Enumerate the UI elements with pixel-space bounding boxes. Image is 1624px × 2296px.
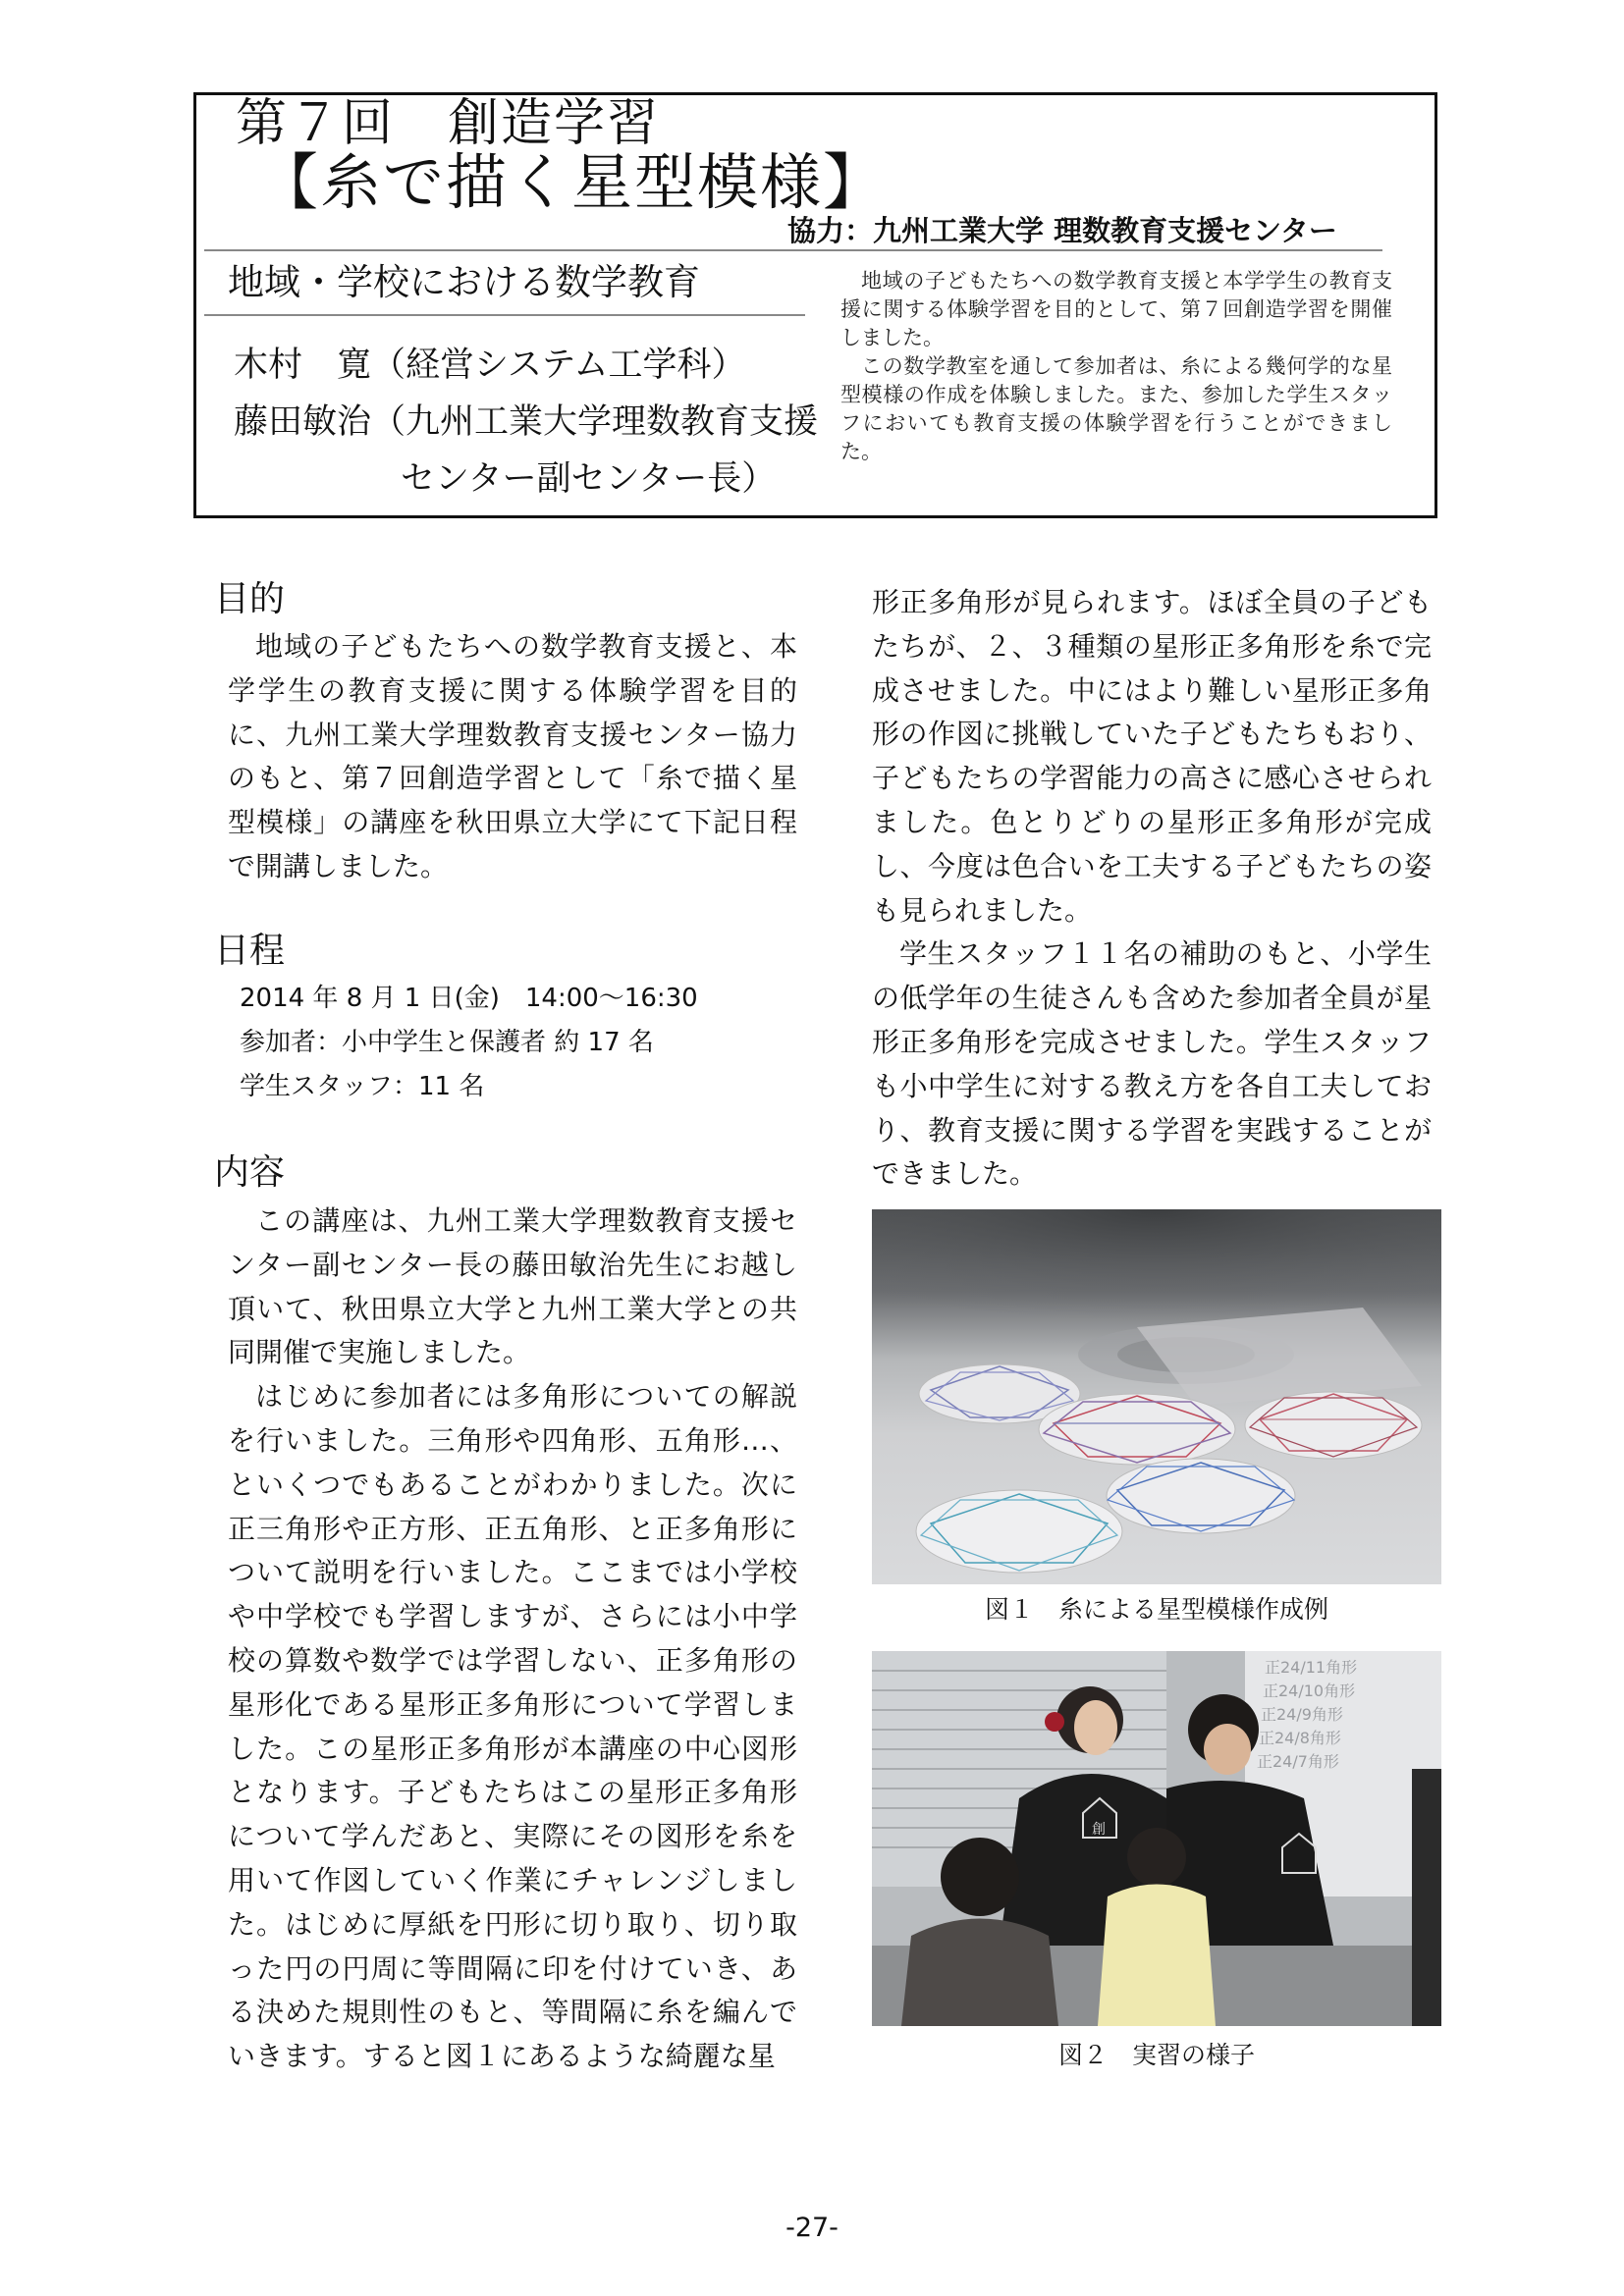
schedule-participants: 参加者：小中学生と保護者 約 17 名: [240, 1027, 654, 1057]
board-label: 正24/7角形: [1257, 1752, 1339, 1771]
summary-paragraph: 地域の子どもたちへの数学教育支援と本学学生の教育支援に関する体験学習を目的として、第７回創造学習を開催しました。: [840, 269, 1392, 349]
board-label: 正24/10角形: [1263, 1682, 1356, 1700]
heading-schedule: 日程: [214, 931, 286, 971]
string-art-disc: [1039, 1394, 1235, 1465]
board-label: 正24/11角形: [1265, 1658, 1358, 1677]
figure-1-caption: 図１ 糸による星型模様作成例: [984, 1595, 1328, 1624]
figure-1-photo: [872, 1209, 1441, 1584]
content-body-continued: [872, 581, 1432, 1197]
topic-label: 地域・学校における数学教育: [228, 261, 700, 303]
heading-content: 内容: [214, 1152, 286, 1193]
page-number: -27-: [785, 2213, 839, 2243]
content-body: [228, 1200, 797, 2079]
board-label: 正24/8角形: [1259, 1729, 1341, 1747]
author-1: 木村 寛（経営システム工学科）: [234, 346, 746, 385]
content-paragraph: この講座は、九州工業大学理数教育支援センター副センター長の藤田敏治先生にお越し頂いて、秋田県立大学と九州工業大学との共同開催で実施しました。: [228, 1204, 797, 1369]
schedule-staff: 学生スタッフ：11 名: [240, 1071, 485, 1101]
schedule-list: [240, 977, 698, 1108]
article-title: 【糸で描く星型模様】: [257, 146, 887, 218]
purpose-paragraph: 地域の子どもたちへの数学教育支援と、本学学生の教育支援に関する体験学習を目的に、九州工業大学理数教育支援センター協力のもと、第７回創造学習として「糸で描く星型模様」の講座を秋田県立大学にて下記日程で開講しました。: [228, 630, 797, 882]
summary: [840, 267, 1392, 466]
string-art-disc: [1107, 1459, 1295, 1533]
author-2-continued: センター副センター長）: [401, 459, 777, 499]
figure-2-photo: [872, 1651, 1441, 2026]
summary-paragraph: この数学教室を通して参加者は、糸による幾何学的な星型模様の作成を体験しました。また、参加した学生スタッフにおいても教育支援の体験学習を行うことができました。: [840, 354, 1392, 463]
workshop-photo: [872, 1651, 1441, 2026]
topic-divider: [204, 314, 805, 316]
cooperation-credit: 協力：九州工業大学 理数教育支援センター: [787, 214, 1337, 247]
string-art-disc: [1245, 1392, 1422, 1459]
figure-2-caption: 図２ 実習の様子: [1057, 2041, 1255, 2069]
string-art-photo: [872, 1209, 1441, 1584]
content-paragraph: 形正多角形が見られます。ほぼ全員の子どもたちが、２、３種類の星形正多角形を糸で完成させました。中にはより難しい星形正多角形の作図に挑戦していた子どもたちもおり、子どもたちの学習能力の高さに感心させられました。色とりどりの星形正多角形が完成し、今度は色合いを工夫する子どもたちの姿も見られました。: [872, 586, 1432, 927]
string-art-disc: [916, 1490, 1122, 1573]
content-paragraph: はじめに参加者には多角形についての解説を行いました。三角形や四角形、五角形…、といくつでもあることがわかりました。次に正三角形や正方形、正五角形、と正多角形について説明を行いました。ここまでは小学校や中学校でも学習しますが、さらには小中学校の算数や数学では学習しない、正多角形の星形化である星形正多角形について学習しました。この星形正多角形が本講座の中心図形となります。子どもたちはこの星形正多角形について学んだあと、実際にその図形を糸を用いて作図していく作業にチャレンジしました。はじめに厚紙を円形に切り取り、切り取った円の円周に等間隔に印を付けていき、ある決めた規則性のもと、等間隔に糸を編んでいきます。すると図１にあるような綺麗な星: [228, 1380, 797, 2073]
purpose-body: [228, 625, 797, 889]
schedule-date: 2014 年 8 月 1 日(金) 14:00～16:30: [240, 984, 698, 1013]
header-divider: [204, 249, 1382, 251]
author-2: 藤田敏治（九州工業大学理数教育支援: [234, 402, 819, 442]
shirt-logo-text: 創: [1092, 1822, 1106, 1838]
series-title: 第７回 創造学習: [236, 94, 661, 153]
heading-purpose: 目的: [214, 579, 286, 619]
board-label: 正24/9角形: [1261, 1705, 1343, 1724]
content-paragraph: 学生スタッフ１１名の補助のもと、小学生の低学年の生徒さんも含めた参加者全員が星形正多角形を完成させました。学生スタッフも小中学生に対する教え方を各自工夫しており、教育支援に関する学習を実践することができました。: [872, 937, 1432, 1191]
